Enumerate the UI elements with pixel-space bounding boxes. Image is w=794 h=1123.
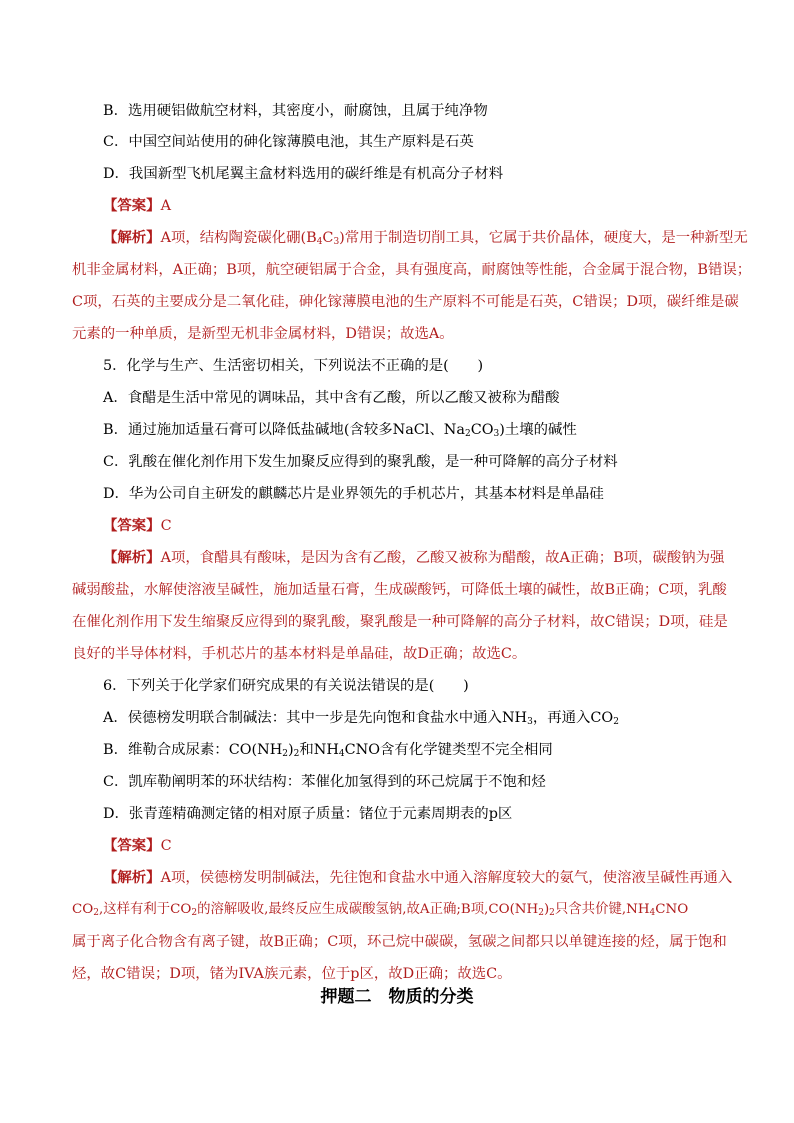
q6-option-a: A．侯德榜发明联合制碱法：其中一步是先向饱和食盐水中通入$NH_3$，再通入$CO_2$	[103, 710, 619, 727]
section-title: 押题二 物质的分类	[320, 987, 474, 1007]
q5-option-d: D．华为公司自主研发的麒麟芯片是业界领先的手机芯片，其基本材料是单晶硅	[103, 486, 604, 502]
q5-analysis-line-4: 良好的半导体材料，手机芯片的基本材料是单晶硅，故D正确；故选C。	[72, 646, 527, 662]
q5-option-a: A．食醋是生活中常见的调味品，其中含有乙酸，所以乙酸又被称为醋酸	[103, 390, 560, 406]
answer-value: A	[160, 198, 171, 214]
q6-option-b: B．维勒合成尿素：$CO(NH_2)_2$和$NH_4CNO$含有化学键类型不完全相同	[103, 742, 553, 759]
q5-analysis-line-2: 碱弱酸盐，水解使溶液呈碱性，施加适量石膏，生成碳酸钙，可降低土壤的碱性，故B正确；C项，乳酸	[72, 582, 727, 598]
q5-stem: 5．化学与生产、生活密切相关，下列说法不正确的是( )	[103, 358, 484, 374]
q6-analysis-line-3: 属于离子化合物含有离子键，故B正确；C项，环己烷中碳碳，氢碳之间都只以单键连接的烃，属于饱和	[72, 934, 727, 950]
q5-option-b: B．通过施加适量石膏可以降低盐碱地(含较多NaCl、$Na_2CO_3$)土壤的碱性	[103, 422, 577, 439]
q6-option-c: C．凯库勒阐明苯的环状结构：苯催化加氢得到的环己烷属于不饱和烃	[103, 774, 546, 790]
analysis-tag: 【解析】	[103, 869, 161, 886]
q6-analysis-line-2: $CO_2$,这样有利于$CO_2$的溶解吸收,最终反应生成碳酸氢钠,故A正确;B项$,CO(NH_2)_2$只含共价键$,NH_4CNO$	[72, 902, 689, 918]
q4-option-c: C．中国空间站使用的砷化镓薄膜电池，其生产原料是石英	[103, 134, 474, 150]
q4-answer	[103, 197, 753, 215]
q5-analysis-line-1: 【解析】A项，食醋具有酸味，是因为含有乙酸，乙酸又被称为醋酸，故A正确；B项，碳酸钠为强	[103, 549, 725, 566]
q6-stem: 6．下列关于化学家们研究成果的有关说法错误的是( )	[103, 678, 469, 694]
answer-value: C	[160, 838, 172, 854]
q5-option-c: C．乳酸在催化剂作用下发生加聚反应得到的聚乳酸，是一种可降解的高分子材料	[103, 454, 618, 470]
q6-answer	[103, 837, 753, 855]
q4-option-d: D．我国新型飞机尾翼主盒材料选用的碳纤维是有机高分子材料	[103, 166, 504, 182]
q6-option-d: D．张青莲精确测定锗的相对原子质量：锗位于元素周期表的p区	[103, 806, 513, 822]
q6-analysis-line-1: 【解析】A项，侯德榜发明制碱法，先往饱和食盐水中通入溶解度较大的氨气，使溶液呈碱性再通入	[103, 869, 733, 886]
answer-value: C	[160, 518, 172, 534]
q4-option-b: B．选用硬铝做航空材料，其密度小，耐腐蚀，且属于纯净物	[103, 103, 488, 119]
q4-analysis-line-4: 元素的一种单质，是新型无机非金属材料，D错误；故选A。	[72, 326, 454, 342]
q6-analysis-line-4: 烃，故C错误；D项，锗为IVA族元素，位于p区，故D正确；故选C。	[72, 966, 512, 982]
answer-tag: 【答案】	[103, 197, 161, 214]
answer-tag: 【答案】	[103, 837, 161, 854]
q4-analysis-line-3: C项，石英的主要成分是二氧化硅，砷化镓薄膜电池的生产原料不可能是石英，C错误；D项，碳纤维是碳	[72, 294, 739, 310]
analysis-tag: 【解析】	[103, 549, 161, 566]
q4-analysis-line-1: 【解析】A项，结构陶瓷碳化硼$(B_4C_3)$常用于制造切削工具，它属于共价晶体，硬度大，是一种新型无	[103, 229, 748, 247]
q5-answer	[103, 517, 753, 535]
answer-tag: 【答案】	[103, 517, 161, 534]
q5-analysis-line-3: 在催化剂作用下发生缩聚反应得到的聚乳酸，聚乳酸是一种可降解的高分子材料，故C错误；D项，硅是	[72, 614, 728, 630]
q4-analysis-line-2: 机非金属材料，A正确；B项，航空硬铝属于合金，具有强度高，耐腐蚀等性能，合金属于混合物，B错误；	[72, 262, 752, 278]
analysis-tag: 【解析】	[103, 229, 161, 246]
